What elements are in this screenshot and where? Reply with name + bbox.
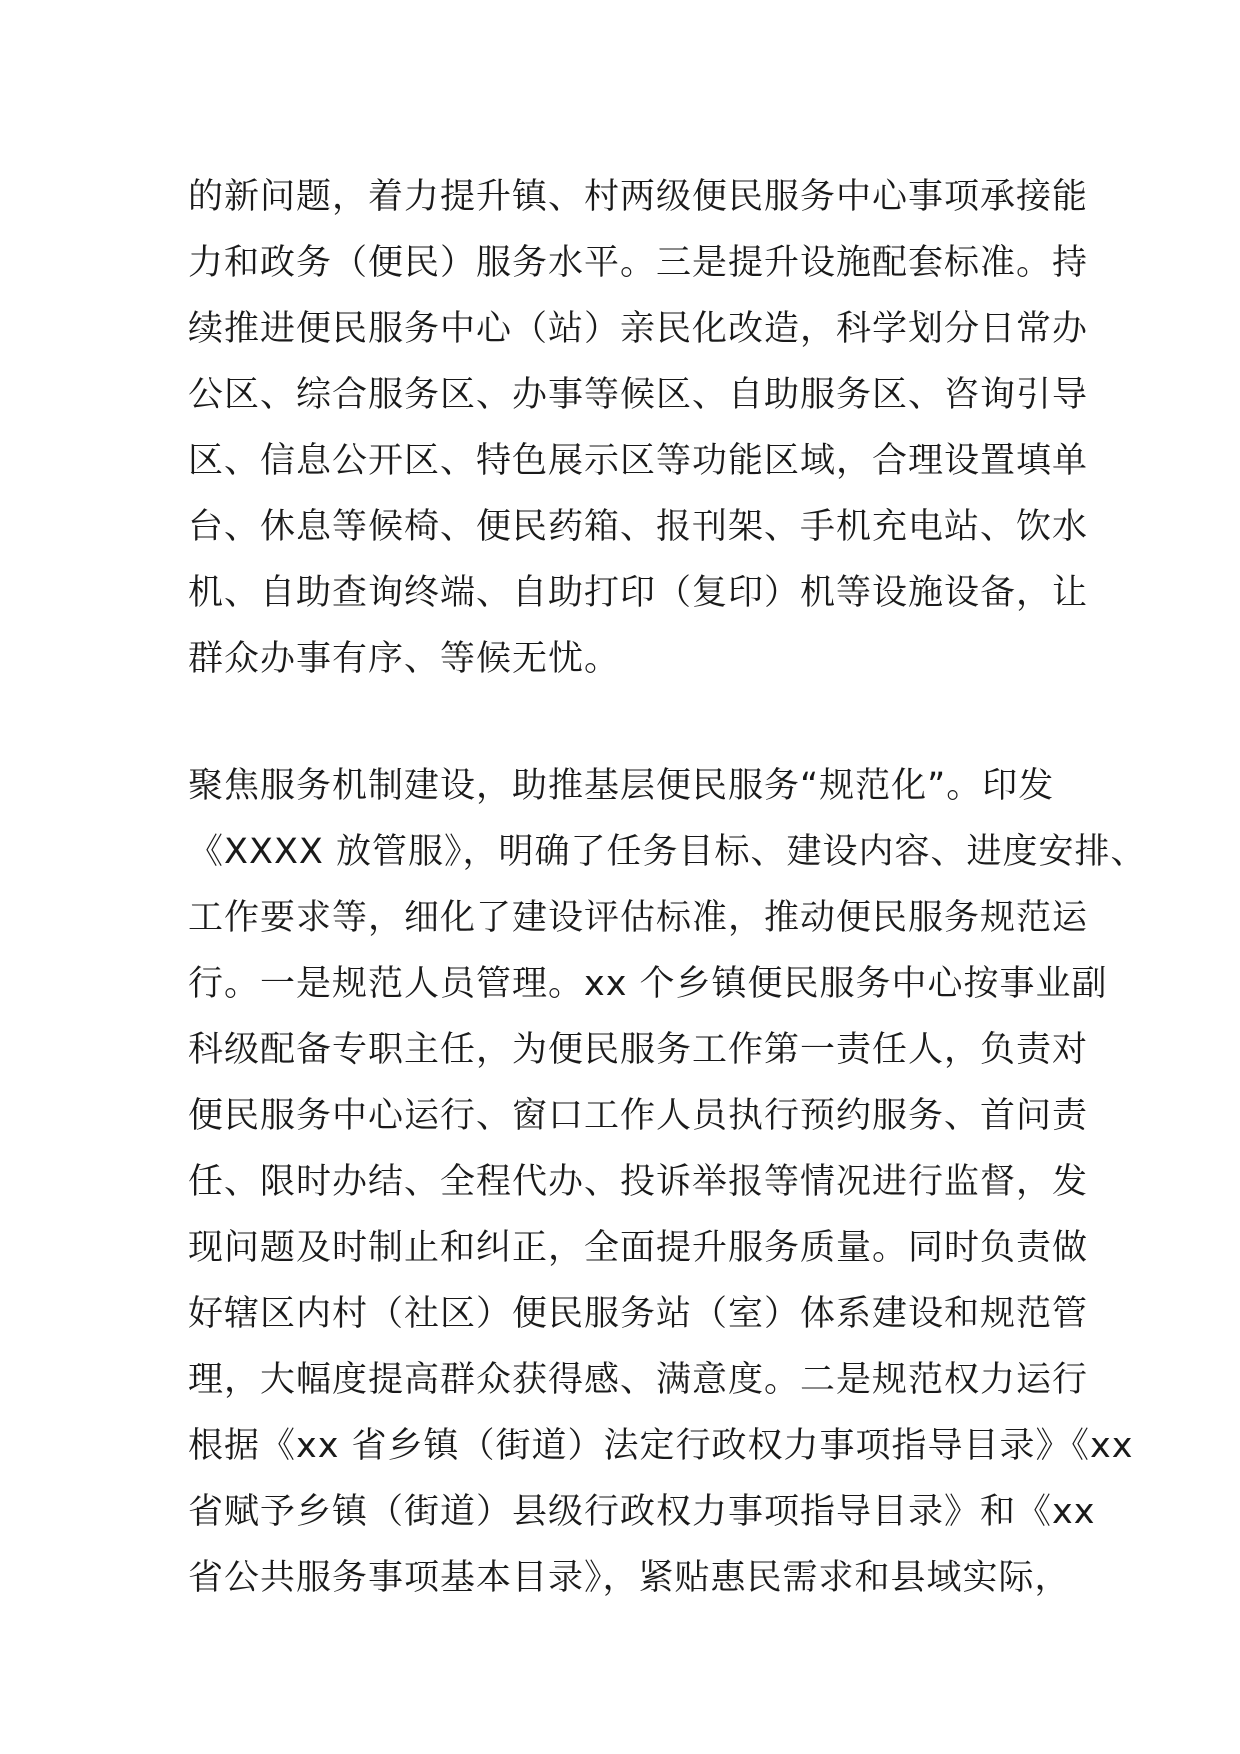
text-line: 根据《xx 省乡镇（街道）法定行政权力事项指导目录》《xx <box>188 1426 1134 1466</box>
text-line: 聚焦服务机制建设，助推基层便民服务“规范化”。印发 <box>188 766 1055 806</box>
text-line: 公区、综合服务区、办事等候区、自助服务区、咨询引导 <box>188 375 1089 415</box>
text-line: 力和政务（便民）服务水平。三是提升设施配套标准。持 <box>188 243 1089 283</box>
text-line: 现问题及时制止和纠正，全面提升服务质量。同时负责做 <box>188 1228 1089 1268</box>
text-line: 理，大幅度提高群众获得感、满意度。二是规范权力运行 <box>188 1360 1089 1400</box>
text-line: 好辖区内村（社区）便民服务站（室）体系建设和规范管 <box>188 1294 1089 1334</box>
paragraph-service-mechanism <box>188 753 1147 1611</box>
text-line: 《XXXX 放管服》，明确了任务目标、建设内容、进度安排、 <box>188 832 1147 872</box>
text-line: 行。一是规范人员管理。xx 个乡镇便民服务中心按事业副 <box>188 964 1108 1004</box>
text-line: 机、自助查询终端、自助打印（复印）机等设施设备，让 <box>188 573 1089 613</box>
text-line: 群众办事有序、等候无忧。 <box>188 639 621 679</box>
text-line: 省公共服务事项基本目录》，紧贴惠民需求和县域实际， <box>188 1558 1071 1598</box>
text-line: 科级配备专职主任，为便民服务工作第一责任人，负责对 <box>188 1030 1089 1070</box>
text-line: 工作要求等，细化了建设评估标准，推动便民服务规范运 <box>188 898 1089 938</box>
paragraph-facility-standards <box>188 164 1088 692</box>
text-line: 的新问题，着力提升镇、村两级便民服务中心事项承接能 <box>188 177 1089 217</box>
text-line: 省赋予乡镇（街道）县级行政权力事项指导目录》和《xx <box>188 1492 1096 1532</box>
text-line: 台、休息等候椅、便民药箱、报刊架、手机充电站、饮水 <box>188 507 1089 547</box>
text-line: 任、限时办结、全程代办、投诉举报等情况进行监督，发 <box>188 1162 1089 1202</box>
text-line: 续推进便民服务中心（站）亲民化改造，科学划分日常办 <box>188 309 1089 349</box>
text-line: 区、信息公开区、特色展示区等功能区域，合理设置填单 <box>188 441 1089 481</box>
text-line: 便民服务中心运行、窗口工作人员执行预约服务、首问责 <box>188 1096 1089 1136</box>
